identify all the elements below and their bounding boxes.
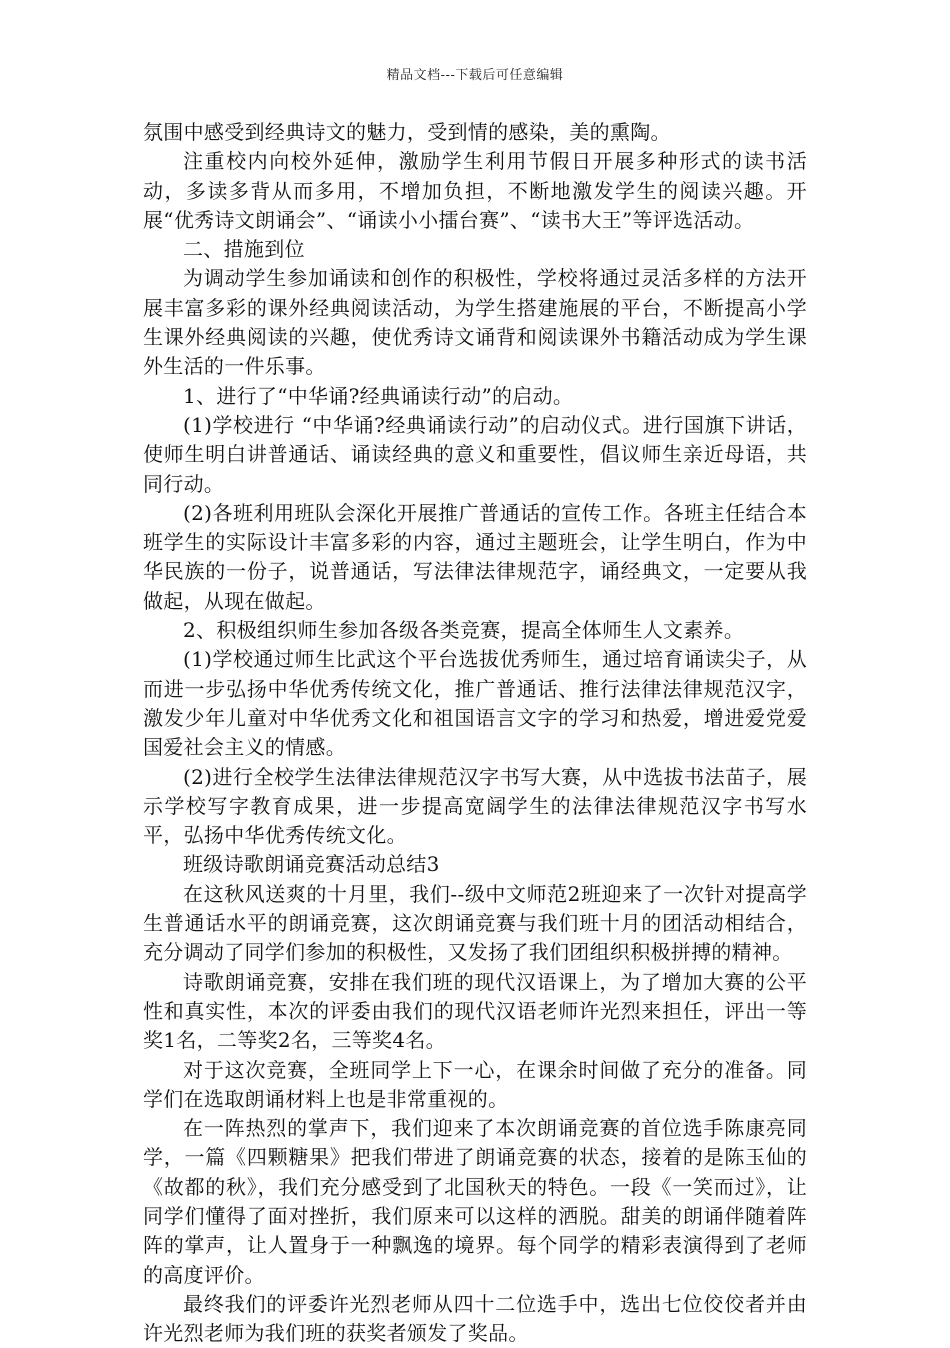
page-header: 精品文档---下载后可任意编辑 <box>386 68 564 83</box>
paragraph: (2)进行全校学生法律法律规范汉字书写大赛，从中选拔书法苗子，展示学校写字教育成果，进一步提高宽阔学生的法律法律规范汉字书写水平，弘扬中华优秀传统文化。 <box>143 764 807 848</box>
paragraph: 注重校内向校外延伸，激励学生利用节假日开展多种形式的读书活动，多读多背从而多用，不增加负担，不断地激发学生的阅读兴趣。开展“优秀诗文朗诵会”、“诵读小小擂台赛”、“读书大王”等评选活动。 <box>143 149 807 232</box>
paragraph: (2)各班利用班队会深化开展推广普通话的宣传工作。各班主任结合本班学生的实际设计丰富多彩的内容，通过主题班会，让学生明白，作为中华民族的一份子，说普通话，写法律法律规范字，诵经典文，一定要从我做起，从现在做起。 <box>143 500 807 613</box>
paragraph: 氛围中感受到经典诗文的魅力，受到情的感染，美的熏陶。 <box>143 120 671 144</box>
document-body <box>143 118 807 1348</box>
paragraph: 在这秋风送爽的十月里，我们--级中文师范2班迎来了一次针对提高学生普通话水平的朗诵竞赛，这次朗诵竞赛与我们班十月的团活动相结合，充分调动了同学们参加的积极性，又发扬了我们团组织积极拼搏的精神。 <box>143 881 807 965</box>
paragraph: 最终我们的评委许光烈老师从四十二位选手中，选出七位佼佼者并由许光烈老师为我们班的获奖者颁发了奖品。 <box>143 1291 807 1346</box>
paragraph: 诗歌朗诵竞赛，安排在我们班的现代汉语课上，为了增加大赛的公平性和真实性，本次的评委由我们的现代汉语老师许光烈来担任，评出一等奖1名，二等奖2名，三等奖4名。 <box>143 969 807 1053</box>
section-title: 班级诗歌朗诵竞赛活动总结3 <box>183 852 440 877</box>
list-item-heading: 1、进行了“中华诵?经典诵读行动”的启动。 <box>183 383 574 408</box>
list-item-heading: 2、积极组织师生参加各级各类竞赛，提高全体师生人文素养。 <box>183 618 745 643</box>
paragraph: 为调动学生参加诵读和创作的积极性，学校将通过灵活多样的方法开展丰富多彩的课外经典阅读活动，为学生搭建施展的平台，不断提高小学生课外经典阅读的兴趣，使优秀诗文诵背和阅读课外书籍活动成为学生课外生活的一件乐事。 <box>143 266 807 379</box>
paragraph: 对于这次竞赛，全班同学上下一心，在课余时间做了充分的准备。同学们在选取朗诵材料上也是非常重视的。 <box>143 1057 807 1111</box>
section-heading: 二、措施到位 <box>183 237 305 262</box>
paragraph: (1)学校通过师生比武这个平台选拔优秀师生，通过培育诵读尖子，从而进一步弘扬中华优秀传统文化，推广普通话、推行法律法律规范汉字，激发少年儿童对中华优秀文化和祖国语言文字的学习和热爱，增进爱党爱国爱社会主义的情感。 <box>143 647 807 760</box>
paragraph: 在一阵热烈的掌声下，我们迎来了本次朗诵竞赛的首位选手陈康亮同学，一篇《四颗糖果》把我们带进了朗诵竞赛的状态，接着的是陈玉仙的《故都的秋》，我们充分感受到了北国秋天的特色。一段《一笑而过》，让同学们懂得了面对挫折，我们原来可以这样的洒脱。甜美的朗诵伴随着阵阵的掌声，让人置身于一种飘逸的境界。每个同学的精彩表演得到了老师的高度评价。 <box>143 1116 807 1287</box>
paragraph: (1)学校进行 “中华诵?经典诵读行动”的启动仪式。进行国旗下讲话，使师生明白讲普通话、诵读经典的意义和重要性，倡议师生亲近母语，共同行动。 <box>143 412 807 496</box>
